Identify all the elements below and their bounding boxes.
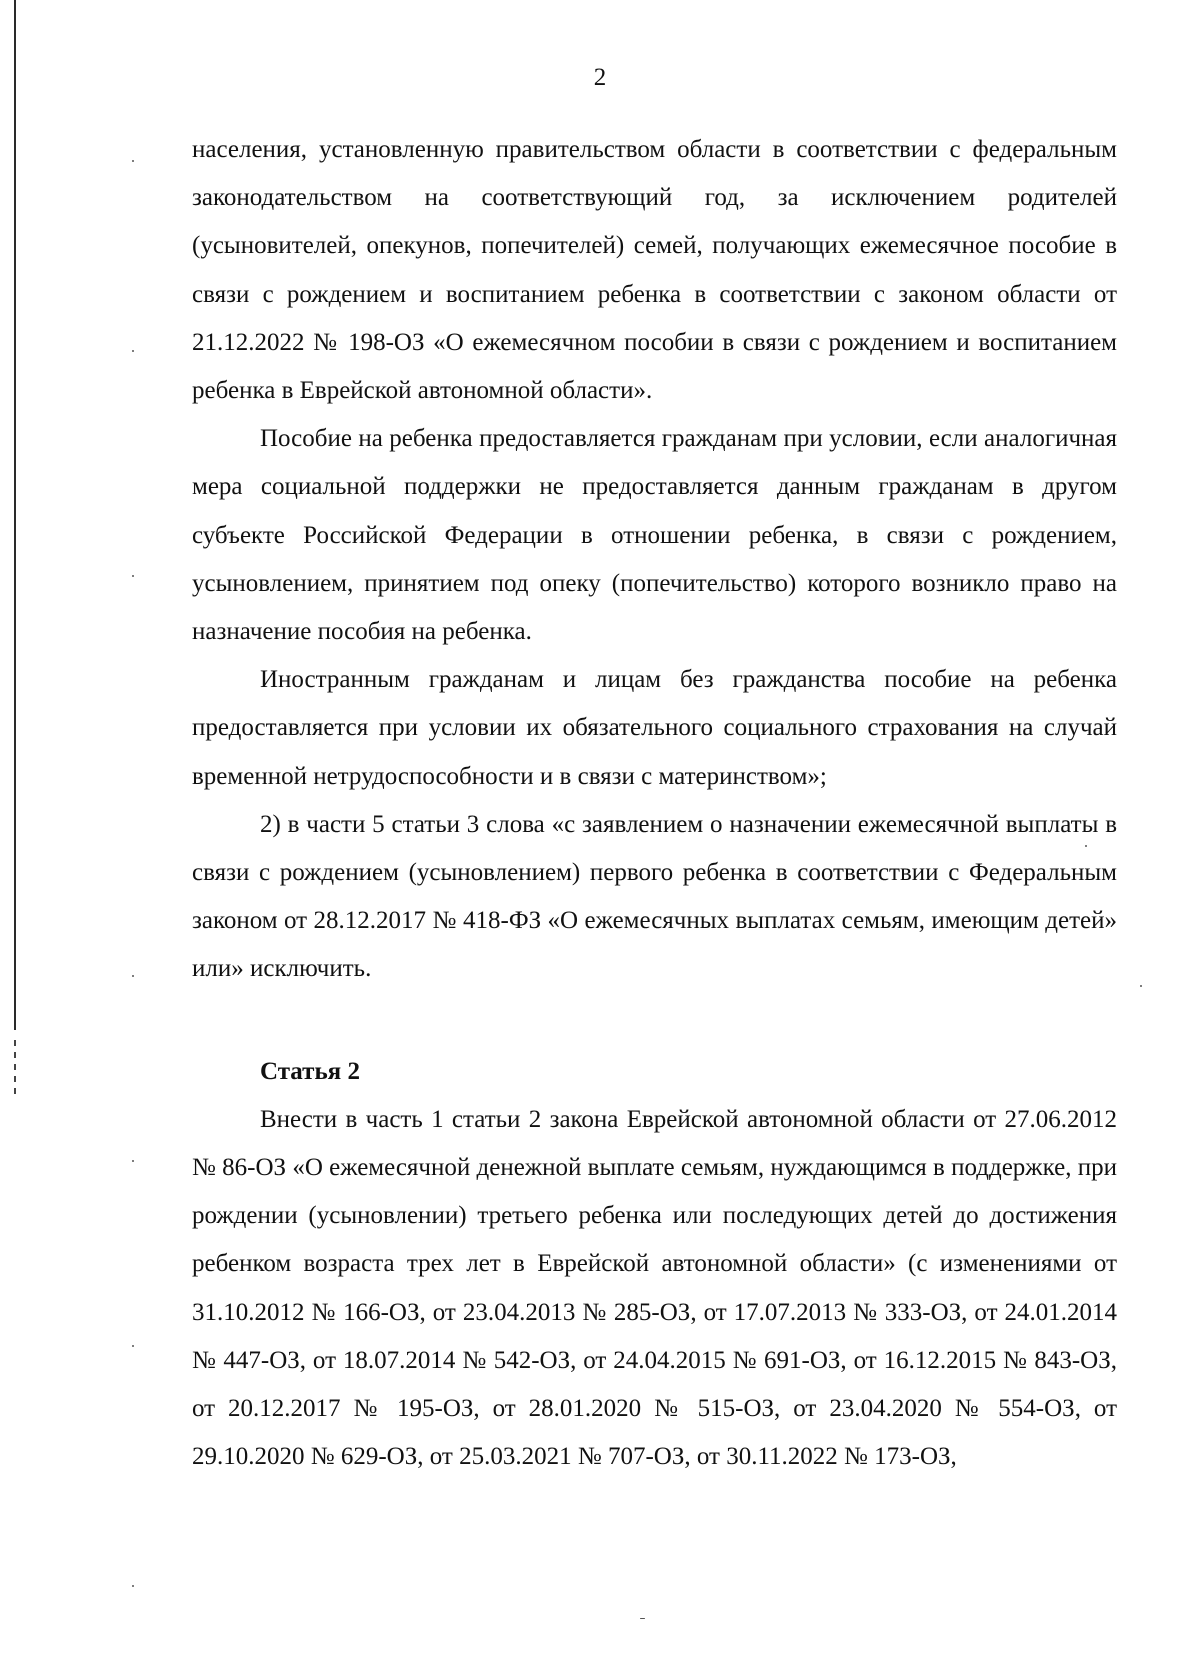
scan-left-edge-dashes [14, 1040, 16, 1100]
document-body [192, 126, 1117, 1481]
paragraph: Пособие на ребенка предоставляется гражданам при условии, если аналогичная мера социальной поддержки не предоставляется данным гражданам в другом субъекте Российской Федерации в отношении ребенка, в связи с рождением, усыновлением, принятием под опеку (попечительство) которого возникло право на назначение пособия на ребенка. [192, 425, 1117, 646]
scan-speck [1140, 985, 1142, 987]
page-number: 2 [593, 64, 607, 91]
scan-speck [640, 1618, 645, 1619]
scan-speck [132, 1160, 134, 1162]
paragraph-continuation: населения, установленную правительством области в соответствии с федеральным законодательством на соответствующий год, за исключением родителей (усыновителей, опекунов, попечителей) семей, получающих ежемесячное пособие в связи с рождением и воспитанием ребенка в соответствии с законом области от 21.12.2022 № 198-ОЗ «О ежемесячном пособии в связи с рождением и воспитанием ребенка в Еврейской автономной области». [192, 136, 1117, 405]
scan-left-edge [14, 0, 16, 1030]
scan-speck [132, 975, 134, 977]
paragraph-article-2: Внести в часть 1 статьи 2 закона Еврейской автономной области от 27.06.2012 № 86-ОЗ «О ежемесячной денежной выплате семьям, нуждающимся в поддержке, при рождении (усыновлении) третьего ребенка или последующих детей до достижения ребенком возраста трех лет в Еврейской автономной области» (с изменениями от 31.10.2012 № 166-ОЗ, от 23.04.2013 № 285-ОЗ, от 17.07.2013 № 333-ОЗ, от 24.01.2014 № 447-ОЗ, от 18.07.2014 № 542-ОЗ, от 24.04.2015 № 691-ОЗ, от 16.12.2015 № 843-ОЗ, от 20.12.2017 № 195-ОЗ, от 28.01.2020 № 515-ОЗ, от 23.04.2020 № 554-ОЗ, от 29.10.2020 № 629-ОЗ, от 25.03.2021 № 707-ОЗ, от 30.11.2022 № 173-ОЗ, [192, 1105, 1117, 1471]
paragraph-item-2: 2) в части 5 статьи 3 слова «с заявлением о назначении ежемесячной выплаты в связи с рождением (усыновлением) первого ребенка в соответствии с Федеральным законом от 28.12.2017 № 418-ФЗ «О ежемесячных выплатах семьям, имеющим детей» или» исключить. [192, 810, 1117, 983]
scan-speck [132, 1345, 134, 1347]
scan-speck [132, 575, 134, 577]
scan-speck [132, 350, 134, 352]
scan-speck [132, 1585, 134, 1587]
scan-speck [132, 160, 134, 162]
article-heading: Статья 2 [260, 1057, 360, 1085]
paragraph: Иностранным гражданам и лицам без гражданства пособие на ребенка предоставляется при условии их обязательного социального страхования на случай временной нетрудоспособности и в связи с материнством»; [192, 666, 1117, 790]
